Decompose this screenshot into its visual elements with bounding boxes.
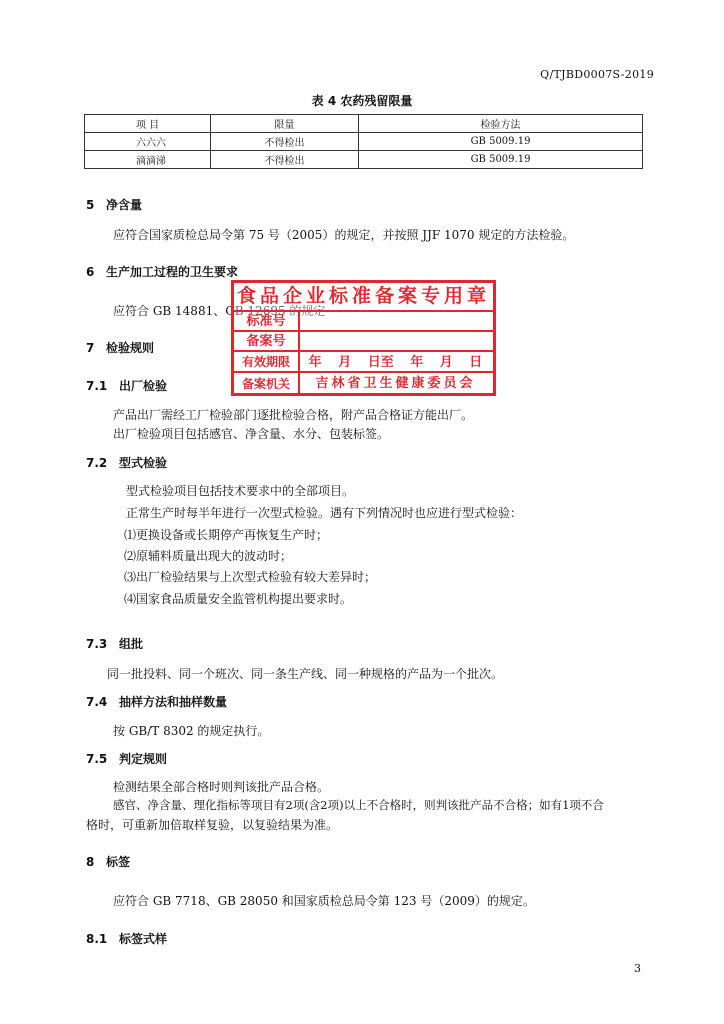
list-item: ⑶出厂检验结果与上次型式检验有较大差异时； (124, 570, 377, 584)
stamp-label: 备案机关 (234, 373, 300, 395)
section-heading (86, 930, 167, 947)
stamp-label: 标准号 (234, 312, 300, 332)
stamp-row-standard-no (234, 310, 493, 332)
table-header-row (85, 115, 643, 133)
section-title: 抽样方法和抽样数量 (119, 695, 228, 709)
paragraph: 同一批投料、同一个班次、同一条生产线、同一种规格的产品为一个批次。 (107, 667, 504, 681)
section-heading (86, 853, 130, 870)
section-title: 标签 (106, 855, 131, 869)
paragraph: 产品出厂需经工厂检验部门逐批检验合格，附产品合格证方能出厂。 (113, 408, 474, 422)
section-number: 7.5 (86, 752, 108, 766)
table-cell: 滴滴涕 (85, 151, 211, 169)
page-number: 3 (634, 962, 641, 975)
paragraph: 格时，可重新加倍取样复验，以复验结果为准。 (86, 818, 339, 832)
section-heading (86, 263, 238, 280)
section-number: 6 (86, 265, 95, 279)
paragraph: 感官、净含量、理化指标等项目有2项(含2项)以上不合格时，则判该批产品不合格；如有1项不合 (113, 798, 604, 812)
table-cell: 不得检出 (211, 133, 359, 151)
paragraph: 型式检验项目包括技术要求中的全部项目。 (126, 484, 355, 498)
paragraph: 检测结果全部合格时则判该批产品合格。 (113, 780, 330, 794)
stamp-label: 有效期限 (234, 352, 300, 373)
list-item: ⑴更换设备或长期停产再恢复生产时； (124, 528, 329, 542)
stamp-value: 年 月 日至 年 月 日 (308, 355, 483, 370)
section-title: 判定规则 (119, 752, 168, 766)
stamp-label: 备案号 (234, 332, 300, 352)
table-cell: 六六六 (85, 133, 211, 151)
stamp-title: 食品企业标准备案专用章 (236, 285, 490, 307)
section-number: 7.3 (86, 637, 108, 651)
section-number: 7.4 (86, 695, 108, 709)
section-heading (86, 377, 167, 394)
section-heading (86, 635, 143, 652)
section-heading (86, 196, 142, 213)
section-heading (86, 693, 227, 710)
table-row (85, 133, 643, 151)
section-title: 型式检验 (119, 456, 168, 470)
section-number: 7.1 (86, 379, 108, 393)
list-item: ⑷国家食品质量安全监管机构提出要求时。 (124, 592, 353, 606)
section-title: 检验规则 (106, 341, 155, 355)
section-number: 8 (86, 855, 95, 869)
list-item: ⑵原辅料质量出现大的波动时； (124, 549, 293, 563)
stamp-row-authority (234, 371, 493, 395)
table-caption: 表 4 农药残留限量 (311, 94, 413, 108)
table-cell: 不得检出 (211, 151, 359, 169)
section-number: 8.1 (86, 932, 108, 946)
table-cell: GB 5009.19 (359, 151, 643, 169)
stamp-row-validity (234, 350, 493, 373)
section-number: 7.2 (86, 456, 108, 470)
section-heading (86, 750, 167, 767)
paragraph: 按 GB/T 8302 的规定执行。 (113, 724, 270, 738)
paragraph: 正常生产时每半年进行一次型式检验。遇有下列情况时也应进行型式检验： (126, 506, 523, 520)
paragraph: 应符合国家质检总局令第 75 号（2005）的规定，并按照 JJF 1070 规定的方法检验。 (113, 228, 575, 242)
section-heading (86, 339, 154, 356)
table-cell: GB 5009.19 (359, 133, 643, 151)
section-title: 出厂检验 (119, 379, 168, 393)
stamp-row-record-no (234, 330, 493, 352)
table-row (85, 151, 643, 169)
section-number: 7 (86, 341, 95, 355)
stamp-value: 吉林省卫生健康委员会 (315, 376, 476, 391)
document-code: Q/TJBD0007S-2019 (540, 68, 654, 81)
record-stamp (231, 280, 496, 396)
section-number: 5 (86, 198, 95, 212)
section-title: 组批 (119, 637, 144, 651)
paragraph: 应符合 GB 7718、GB 28050 和国家质检总局令第 123 号（2009）的规定。 (113, 894, 535, 908)
section-title: 生产加工过程的卫生要求 (106, 265, 239, 279)
pesticide-residue-table (84, 114, 643, 169)
table-header-cell: 项 目 (85, 115, 211, 133)
section-title: 净含量 (106, 198, 143, 212)
table-header-cell: 检验方法 (359, 115, 643, 133)
paragraph: 出厂检验项目包括感官、净含量、水分、包装标签。 (113, 427, 390, 441)
section-title: 标签式样 (119, 932, 168, 946)
table-header-cell: 限量 (211, 115, 359, 133)
paragraph: 应符合 GB 14881、GB 12695 的规定 (113, 304, 326, 318)
section-heading (86, 454, 167, 471)
